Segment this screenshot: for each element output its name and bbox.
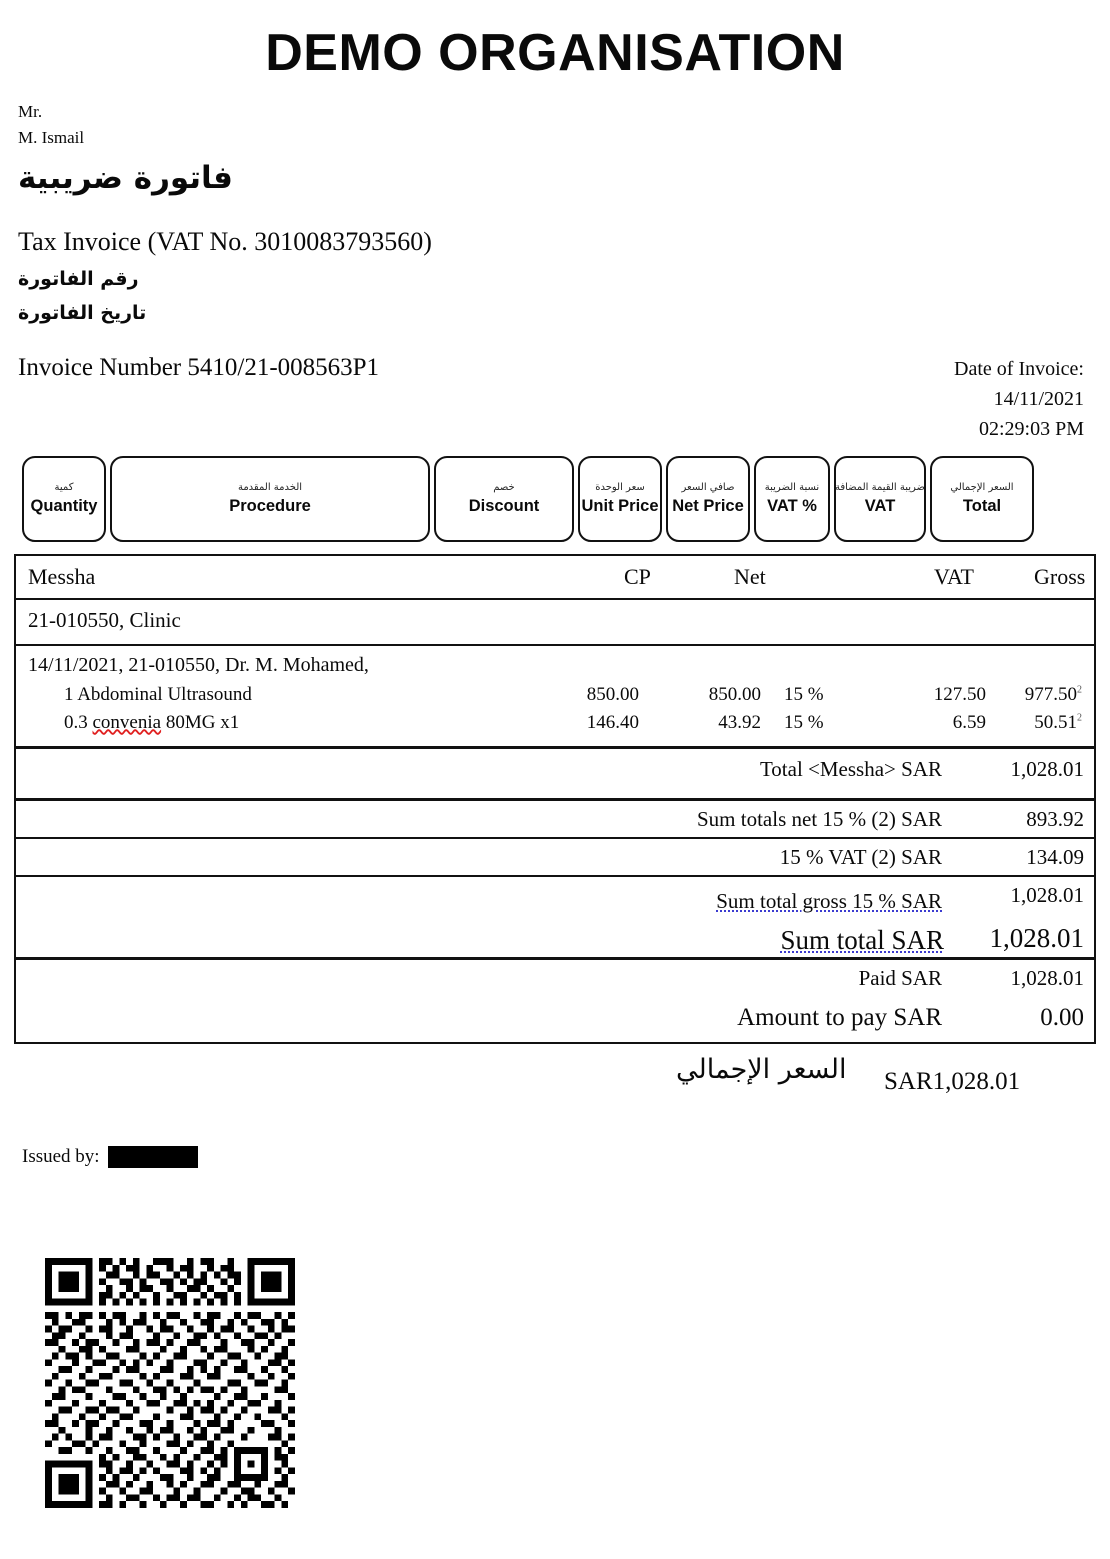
qr-code-svg xyxy=(45,1258,295,1508)
colbox-vat-english: VAT xyxy=(864,497,896,516)
column-header-legend xyxy=(22,456,1096,542)
colbox-discount-arabic: خصم xyxy=(493,481,515,493)
colbox-unit-price xyxy=(578,456,662,542)
item-cp: 850.00 xyxy=(586,683,639,705)
total-value-amount-to-pay: 0.00 xyxy=(1040,1003,1084,1031)
invoice-number: Invoice Number 5410/21-008563P1 xyxy=(18,353,380,381)
colbox-vat-arabic: ضريبة القيمة المضافة xyxy=(834,481,926,493)
table-header-cp: CP xyxy=(624,563,651,589)
colbox-procedure-english: Procedure xyxy=(229,497,311,516)
total-label-amount-to-pay: Amount to pay SAR xyxy=(737,1003,942,1031)
item-gross: 977.50$^2$ xyxy=(1024,683,1082,705)
table-items-block xyxy=(16,646,1094,749)
total-label: Sum total gross 15 % SAR xyxy=(716,888,942,913)
arabic-invoice-date-label: تاريخ الفاتورة xyxy=(18,302,147,325)
colbox-unit-price-english: Unit Price xyxy=(581,497,659,516)
invoice-date-block xyxy=(954,354,1084,444)
customer-salutation: Mr. xyxy=(18,101,43,121)
date-of-invoice-label: Date of Invoice: xyxy=(954,357,1084,380)
item-gross: 50.51$^2$ xyxy=(1034,711,1082,733)
table-header-gross: Gross xyxy=(1034,563,1086,589)
customer-name: M. Ismail xyxy=(18,127,85,147)
arabic-grand-total-label: السعر الإجمالي xyxy=(676,1053,847,1085)
item-cp: 146.40 xyxy=(586,711,639,733)
visit-header-text: 14/11/2021, 21-010550, Dr. M. Mohamed, xyxy=(28,653,369,676)
item-net: 850.00 xyxy=(708,683,761,705)
invoice-meta-row xyxy=(0,354,1110,450)
item-gross-footnote: 2 xyxy=(1077,712,1082,724)
table-header-row xyxy=(16,556,1094,600)
colbox-quantity-english: Quantity xyxy=(30,497,98,516)
total-value-paid: 1,028.01 xyxy=(1010,965,1084,990)
redaction-block-icon xyxy=(108,1146,198,1168)
colbox-net-price-arabic: صافي السعر xyxy=(681,481,735,493)
item-vat-percent: 15 % xyxy=(784,683,824,705)
arabic-tax-invoice-heading: فاتورة ضريبية xyxy=(18,160,233,197)
total-label-paid: Paid SAR xyxy=(858,965,942,990)
table-header-net: Net xyxy=(734,563,766,589)
page-title: DEMO ORGANISATION xyxy=(265,24,845,82)
invoice-table xyxy=(14,554,1096,1044)
issued-by-label: Issued by: xyxy=(22,1146,100,1167)
item-vat: 127.50 xyxy=(933,683,986,705)
colbox-procedure-arabic: الخدمة المقدمة xyxy=(237,481,303,493)
grand-total-footer xyxy=(0,1050,1110,1106)
customer-address-block xyxy=(18,99,1110,152)
item-vat-percent: 15 % xyxy=(784,711,824,733)
total-value: 134.09 xyxy=(1026,844,1084,869)
colbox-vat-percent xyxy=(754,456,830,542)
colbox-unit-price-arabic: سعر الوحدة xyxy=(595,481,645,493)
colbox-net-price xyxy=(666,456,750,542)
table-group-label: 21-010550, Clinic xyxy=(28,607,181,632)
table-header-name: Messha xyxy=(28,563,96,589)
item-gross-footnote: 2 xyxy=(1077,684,1082,696)
total-label: Total <Messha> SAR xyxy=(759,756,942,781)
date-of-invoice-value: 14/11/2021 xyxy=(993,387,1084,410)
colbox-net-price-english: Net Price xyxy=(672,497,744,516)
time-of-invoice-value: 02:29:03 PM xyxy=(978,417,1084,440)
item-vat: 6.59 xyxy=(952,711,986,733)
total-row-paid-and-due xyxy=(16,960,1094,1042)
table-header-vat: VAT xyxy=(934,563,974,589)
total-value: 1,028.01 xyxy=(1010,756,1084,781)
table-group-row xyxy=(16,600,1094,646)
colbox-discount-english: Discount xyxy=(468,497,540,516)
total-value: 1,028.01 xyxy=(1010,882,1084,907)
total-row-sum-totals-net xyxy=(16,801,1094,839)
total-row-total-messha xyxy=(16,749,1094,801)
colbox-procedure xyxy=(110,456,430,542)
issued-by-block xyxy=(22,1146,198,1168)
colbox-quantity-arabic: كمية xyxy=(54,481,74,493)
arabic-invoice-number-label: رقم الفاتورة xyxy=(18,267,139,290)
colbox-vat-percent-arabic: نسبة الضريبة xyxy=(764,481,820,493)
spellcheck-word: convenia xyxy=(92,711,162,733)
colbox-vat-percent-english: VAT % xyxy=(767,497,817,516)
colbox-vat xyxy=(834,456,926,542)
total-label: 15 % VAT (2) SAR xyxy=(779,844,942,869)
table-row xyxy=(16,710,1094,738)
total-label: Sum totals net 15 % (2) SAR xyxy=(697,806,942,831)
colbox-total-english: Total xyxy=(962,497,1002,516)
item-description: 1 Abdominal Ultrasound xyxy=(64,683,252,705)
total-value-grand: 1,028.01 xyxy=(989,922,1084,953)
colbox-discount xyxy=(434,456,574,542)
grand-total-amount: SAR1,028.01 xyxy=(884,1067,1021,1095)
tax-invoice-vat-line: Tax Invoice (VAT No. 3010083793560) xyxy=(18,227,432,257)
visit-header-line xyxy=(16,652,1094,682)
item-net: 43.92 xyxy=(718,711,761,733)
total-value: 893.92 xyxy=(1026,806,1084,831)
qr-code-icon xyxy=(45,1258,295,1508)
table-row xyxy=(16,682,1094,710)
total-row-sum-total-gross xyxy=(16,877,1094,960)
item-description: 0.3 convenia 80MG x1 xyxy=(64,711,240,733)
colbox-quantity xyxy=(22,456,106,542)
colbox-total xyxy=(930,456,1034,542)
total-label-grand: Sum total SAR xyxy=(780,924,944,955)
colbox-total-arabic: السعر الإجمالي xyxy=(950,481,1014,493)
total-row-vat xyxy=(16,839,1094,877)
